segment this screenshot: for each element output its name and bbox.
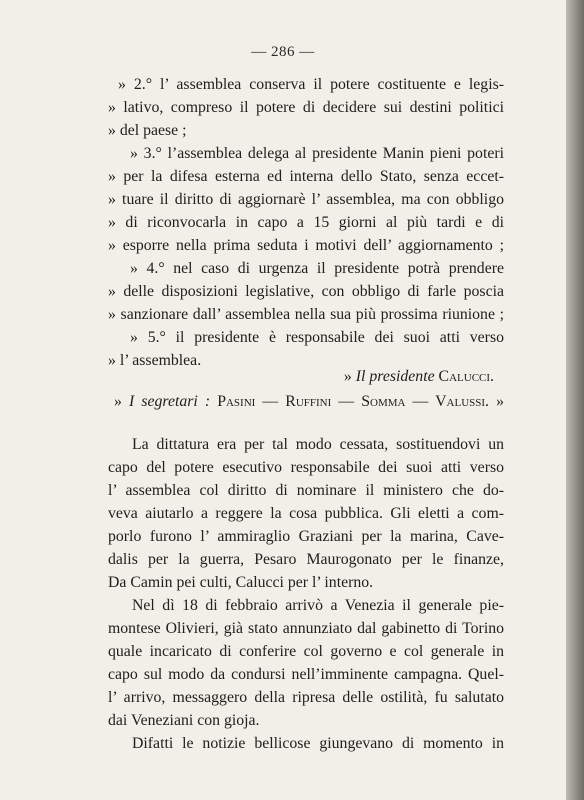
signature-prefix: » xyxy=(343,368,356,385)
signature-prefix: » xyxy=(114,393,129,410)
body-line: capo del potere esecutivo responsabile dei suoi atti verso xyxy=(108,459,504,476)
decree-line: » l’ assemblea. xyxy=(108,352,202,369)
decree-line: » 3.° l’assemblea delega al presidente Manin pieni poteri xyxy=(130,145,504,162)
body-line: l’ assemblea col diritto di nominare il ministero che do- xyxy=(108,482,504,499)
decree-line: » per la difesa esterna ed interna dello Stato, senza eccet- xyxy=(108,168,504,185)
signature-role: I segretari : xyxy=(128,393,211,410)
decree-line: » del paese ; xyxy=(108,122,187,139)
body-line: Da Camin pei culti, Calucci per l’ interno. xyxy=(108,574,374,591)
decree-line: » sanzionare dall’ assemblea nella sua più prossima riunione ; xyxy=(108,306,504,323)
body-line: Difatti le notizie bellicose giungevano di momento in xyxy=(132,735,504,752)
signature-role: Il presidente xyxy=(355,368,435,385)
page-edge-shadow xyxy=(566,0,584,800)
decree-line: » esporre nella prima seduta i motivi dell’ aggiornamento ; xyxy=(108,237,504,254)
body-line: porlo furono l’ ammiraglio Graziani per la marina, Cave- xyxy=(108,528,504,545)
decree-line: » 5.° il presidente è responsabile dei suoi atti verso xyxy=(130,329,504,346)
signature-name: Calucci. xyxy=(434,368,494,385)
body-line: capo sul modo da condursi nell’imminente campagna. Quel- xyxy=(108,666,504,683)
signature-names: Pasini — Ruffini — Somma — Valussi. » xyxy=(210,393,504,410)
decree-line: » delle disposizioni legislative, con obbligo di farle poscia xyxy=(108,283,504,300)
body-line: dai Veneziani con gioja. xyxy=(108,712,260,729)
page-number: — 286 — xyxy=(251,44,315,60)
decree-line: » tuare il diritto di aggiornarè l’ assemblea, ma con obbligo xyxy=(108,191,504,208)
president-signature xyxy=(108,368,494,386)
body-line: montese Olivieri, già stato annunziato dal gabinetto di Torino xyxy=(108,620,504,637)
body-line: l’ arrivo, messaggero della ripresa delle ostilità, fu salutato xyxy=(108,689,504,706)
body-line: La dittatura era per tal modo cessata, sostituendovi un xyxy=(132,436,504,453)
decree-line: » 4.° nel caso di urgenza il presidente potrà prendere xyxy=(130,260,504,277)
decree-line: » di riconvocarla in capo a 15 giorni al più tardi e di xyxy=(108,214,504,231)
body-line: veva aiutarlo a reggere la cosa pubblica. Gli eletti a com- xyxy=(108,505,504,522)
decree-line: » 2.° l’ assemblea conserva il potere costituente e legis- xyxy=(118,76,504,93)
body-line: dalis per la guerra, Pesaro Maurogonato per le finanze, xyxy=(108,551,504,568)
secretaries-signature xyxy=(108,393,504,411)
body-line: Nel dì 18 di febbraio arrivò a Venezia il generale pie- xyxy=(132,597,504,614)
body-line: quale incaricato di conferire col governo e col generale in xyxy=(108,643,504,660)
decree-line: » lativo, compreso il potere di decidere sui destini politici xyxy=(108,99,504,116)
